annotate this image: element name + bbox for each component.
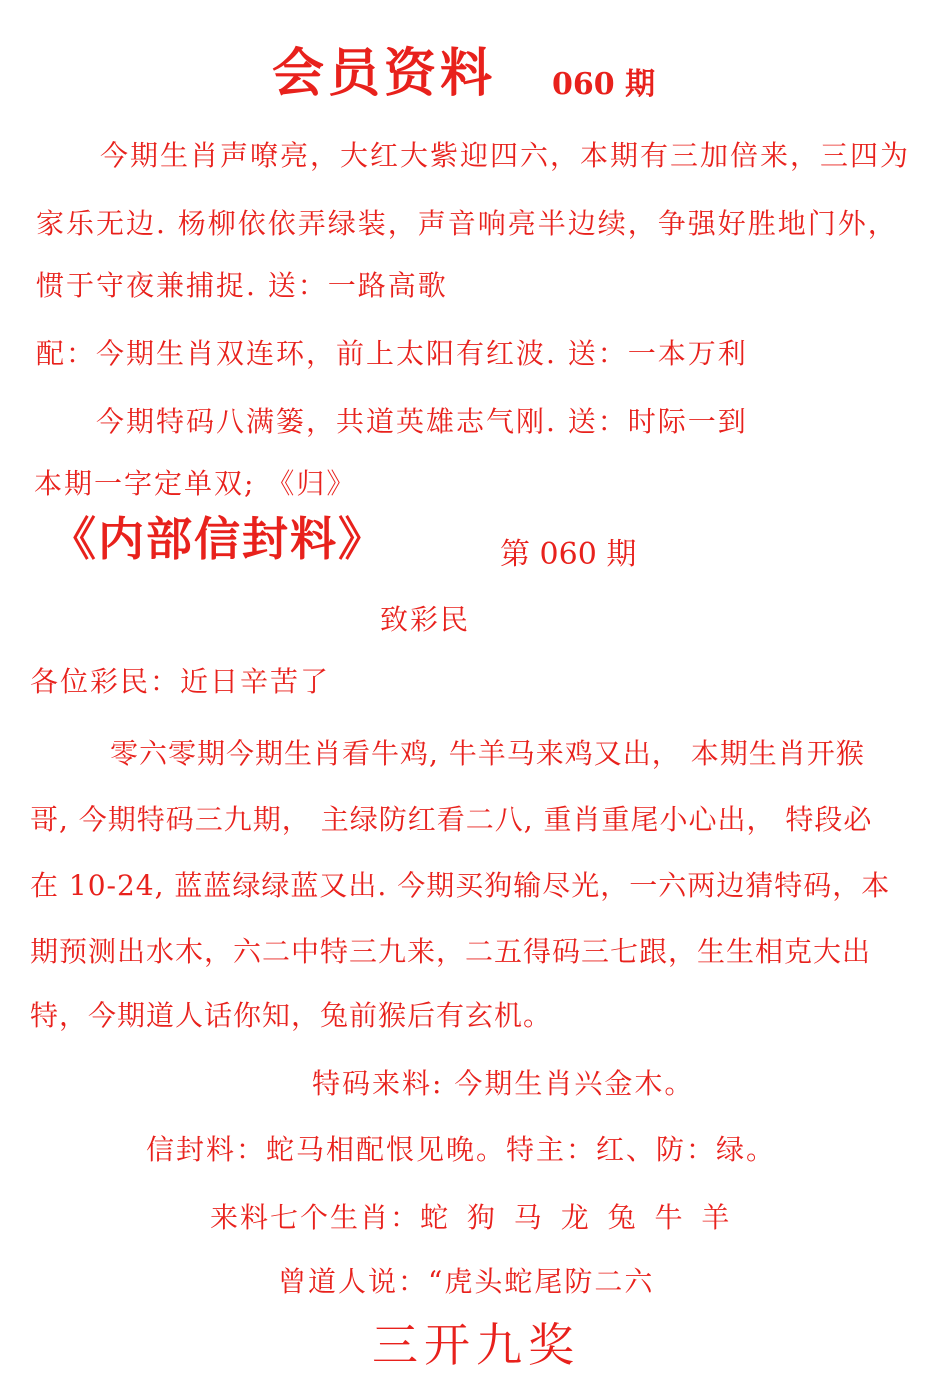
- section-title: 《内部信封料》: [50, 512, 386, 566]
- saying-line: 曾道人说：“虎头蛇尾防二六: [278, 1265, 655, 1298]
- text-line: 在 10-24, 蓝蓝绿绿蓝又出. 今期买狗输尽光，一六两边猜特码，本: [30, 869, 891, 902]
- text-line: 配：今期生肖双连环，前上太阳有红波. 送：一本万利: [36, 337, 748, 370]
- section-heading: 致彩民: [380, 603, 471, 636]
- issue-number: 060 期: [552, 67, 656, 102]
- xinfeng-line: 信封料：蛇马相配恨见晚。特主：红、防：绿。: [146, 1133, 777, 1166]
- text-line: 特，今期道人话你知，兔前猴后有玄机。: [30, 999, 553, 1032]
- text-line: 零六零期今期生肖看牛鸡, 牛羊马来鸡又出， 本期生肖开猴: [110, 737, 865, 770]
- text-line: 哥, 今期特码三九期， 主绿防红看二八, 重肖重尾小心出， 特段必: [30, 803, 873, 836]
- text-line: 期预测出水木，六二中特三九来，二五得码三七跟，生生相克大出: [30, 935, 872, 968]
- text-line: 今期生肖声嘹亮，大红大紫迎四六，本期有三加倍来，三四为: [100, 139, 911, 172]
- tema-line: 特码来料: 今期生肖兴金木。: [312, 1067, 695, 1100]
- text-line: 今期特码八满篓，共道英雄志气刚. 送：时际一到: [96, 405, 748, 438]
- footer-title: 三开九奖: [372, 1318, 580, 1372]
- text-line: 惯于守夜兼捕捉. 送：一路高歌: [36, 269, 448, 302]
- text-line: 家乐无边. 杨柳依依弄绿装，声音响亮半边续，争强好胜地门外，: [36, 207, 898, 240]
- zodiac-line: 来料七个生肖：蛇 狗 马 龙 兔 牛 羊: [210, 1201, 732, 1234]
- issue-number: 第 060 期: [500, 537, 637, 572]
- text-line: 本期一字定单双; 《归》: [34, 467, 357, 500]
- page-title: 会员资料: [272, 43, 497, 104]
- greeting: 各位彩民：近日辛苦了: [30, 665, 331, 698]
